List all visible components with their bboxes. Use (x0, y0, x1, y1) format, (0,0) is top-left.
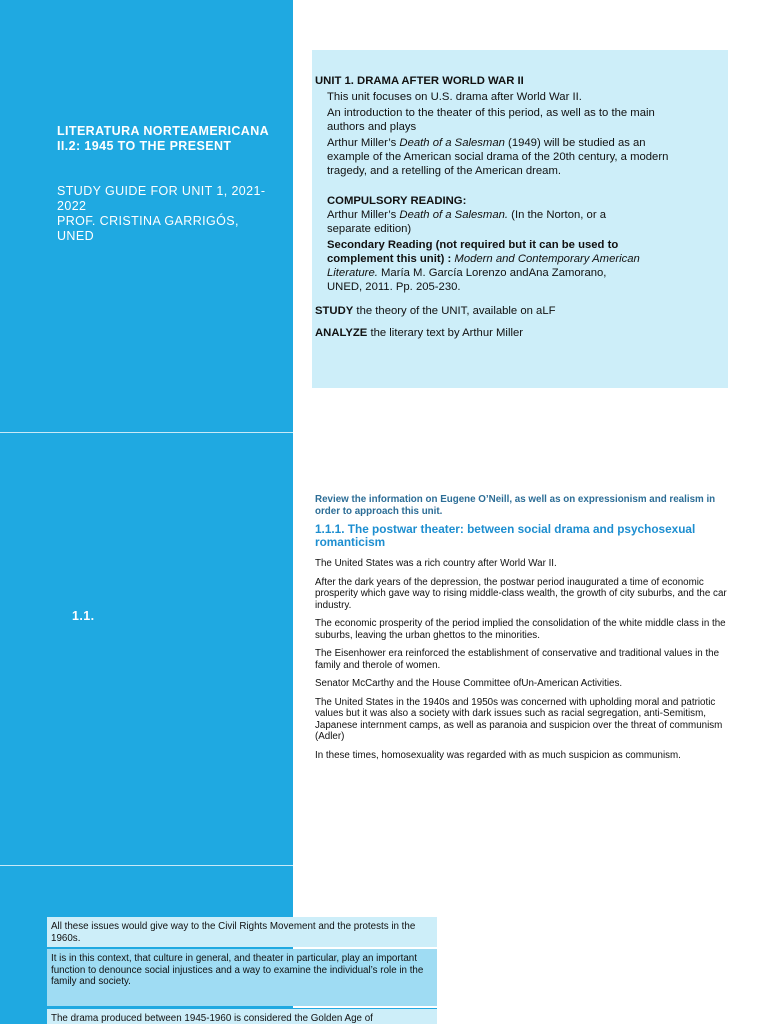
intro-line: This unit focuses on U.S. drama after World War II. (327, 91, 582, 103)
study-text: the theory of the UNIT, available on aLF (353, 305, 556, 317)
course-subtitle (57, 184, 277, 244)
section-body (315, 494, 733, 768)
context-block: The drama produced between 1945-1960 is considered the Golden Age of (47, 1008, 437, 1024)
content-panel (293, 0, 768, 432)
content-panel (293, 433, 768, 865)
play-title: Death of a Salesman (399, 137, 505, 149)
body-paragraph: Senator McCarthy and the House Committee ofUn-American Activities. (315, 678, 623, 689)
body-paragraph: The Eisenhower era reinforced the establishment of conservative and traditional values in the family and therole of women. (315, 648, 720, 671)
unit-intro (315, 90, 728, 178)
compulsory-text (327, 208, 652, 236)
unit-heading: UNIT 1. DRAMA AFTER WORLD WAR II (315, 75, 524, 87)
body-paragraph: In these times, homosexuality was regarded with as much suspicion as communism. (315, 749, 681, 761)
slide-postwar-theater (0, 433, 768, 865)
context-block: It is in this context, that culture in general, and theater in particular, play an important function to denounce social injustices and a way to examine the individual’s role in the family and society. (47, 949, 437, 1006)
professor-line: PROF. CRISTINA GARRIGÓS, UNED (57, 214, 239, 243)
body-paragraph: After the dark years of the depression, the postwar period inaugurated a time of economic prosperity which gave way to rising middle-class wealth, the growth of city suburbs, and the car industry. (315, 576, 727, 611)
miller-pre: Arthur Miller’s (327, 137, 400, 149)
compulsory-post: (In the Norton, or a separate edition) (327, 209, 607, 235)
intro-line: An introduction to the theater of this period, as well as to the main authors and plays (327, 107, 655, 133)
secondary-title: Modern and Contemporary American Literature. (327, 253, 640, 279)
subsection-heading: 1.1.1. The postwar theater: between social drama and psychosexual romanticism (315, 522, 696, 549)
compulsory-heading: COMPULSORY READING: (327, 195, 467, 207)
secondary-reading (327, 238, 642, 294)
slide-unit-overview (0, 0, 768, 432)
sidebar-panel (0, 0, 293, 432)
study-line (315, 304, 728, 318)
slide-civil-rights (0, 866, 768, 1024)
analyze-label: ANALYZE (315, 327, 368, 339)
compulsory-title: Death of a Salesman. (399, 209, 509, 221)
analyze-line (315, 326, 728, 340)
compulsory-pre: Arthur Miller’s (327, 209, 400, 221)
miller-post: (1949) will be studied as an example of the American social drama of the 20th century, a modern tragedy, and a retelling of the American dream. (327, 137, 669, 177)
unit-summary-box (312, 50, 728, 388)
body-paragraph: The United States was a rich country after World War II. (315, 558, 557, 569)
compulsory-reading (315, 194, 728, 294)
sidebar-panel (0, 433, 293, 865)
miller-paragraph (327, 136, 677, 178)
body-paragraph: The United States in the 1940s and 1950s was concerned with upholding moral and patriotic values but it was also a society with dark issues such as racial segregation, anti-Semitism, Japanese internment camps, as well as paranoia and suspicion over the threat of communism (Adler) (315, 696, 723, 742)
context-boxes (47, 917, 437, 1024)
section-number: 1.1. (72, 609, 95, 623)
secondary-post: María M. García Lorenzo andAna Zamorano, UNED, 2011. Pp. 205-230. (327, 267, 607, 293)
study-guide-line: STUDY GUIDE FOR UNIT 1, 2021-2022 (57, 184, 266, 213)
analyze-text: the literary text by Arthur Miller (367, 327, 524, 339)
study-label: STUDY (315, 305, 354, 317)
secondary-heading: Secondary Reading (not required but it can be used to complement this unit) : (327, 239, 619, 265)
course-title: LITERATURA NORTEAMERICANA II.2: 1945 TO THE PRESENT (57, 124, 269, 153)
body-paragraph: The economic prosperity of the period implied the consolidation of the white middle class in the suburbs, leaving the urban ghettos to the minorities. (315, 618, 726, 641)
review-note: Review the information on Eugene O’Neill, as well as on expressionism and realism in order to approach this unit. (315, 494, 716, 517)
context-block: All these issues would give way to the Civil Rights Movement and the protests in the 1960s. (47, 917, 437, 947)
